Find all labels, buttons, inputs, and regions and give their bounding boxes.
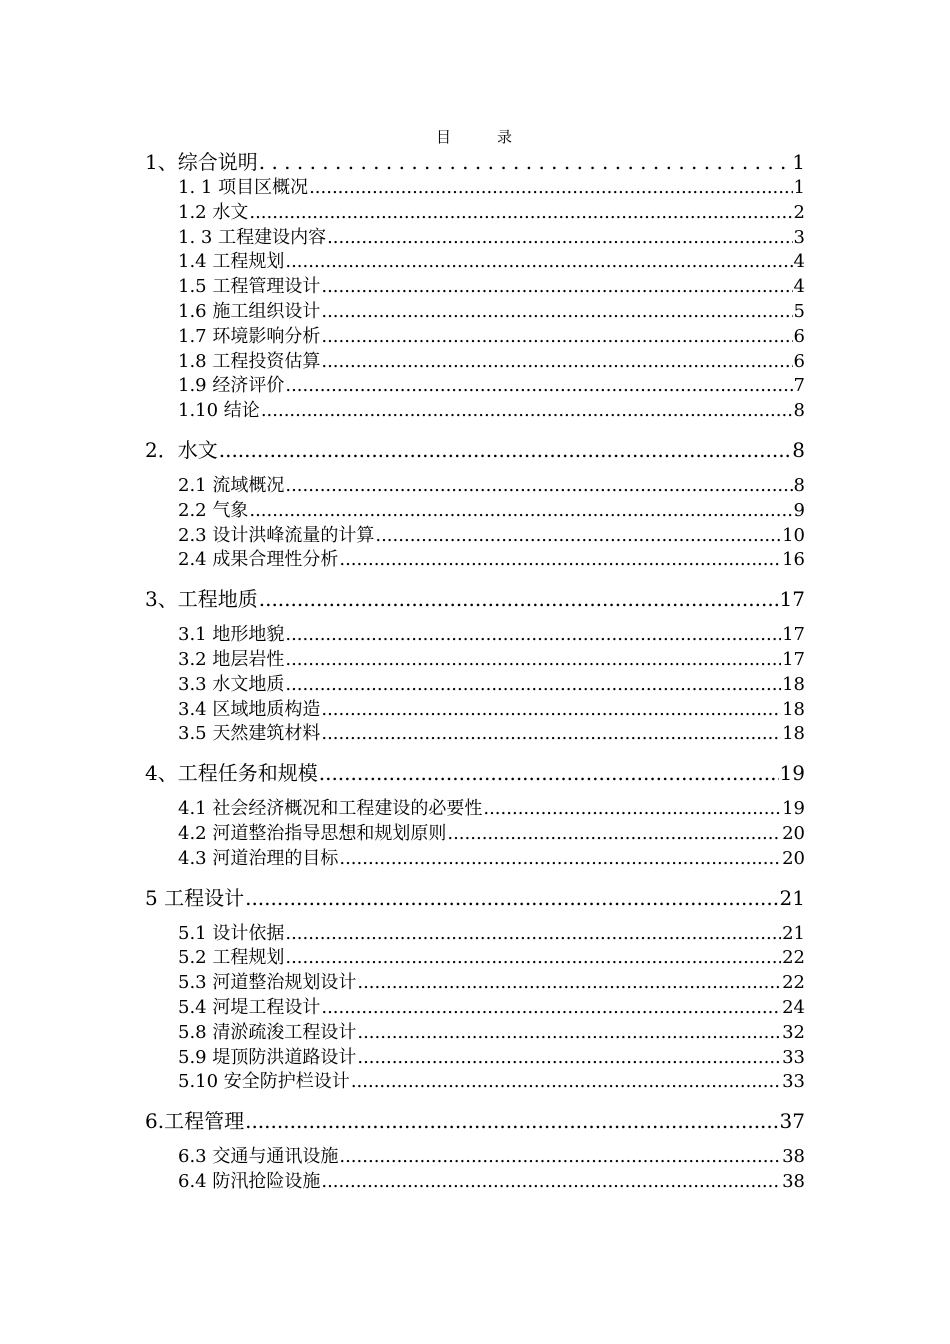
toc-page-number: 32 <box>782 1021 805 1043</box>
toc-entry-label: 1.2 水文 <box>178 201 249 223</box>
toc-entry-label: 1.7 环境影响分析 <box>178 325 321 347</box>
toc-dot-leader <box>321 275 792 300</box>
toc-page-number: 22 <box>782 972 805 994</box>
toc-dot-leader <box>285 673 781 698</box>
toc-entry-label: 4.3 河道治理的目标 <box>178 847 339 869</box>
toc-page-number: 20 <box>782 847 805 869</box>
toc-section-entry[interactable] <box>145 1170 805 1195</box>
toc-page-number: 10 <box>782 524 805 546</box>
toc-dot-leader <box>285 374 792 399</box>
toc-page-number: 22 <box>782 947 805 969</box>
toc-section-entry[interactable] <box>145 722 805 747</box>
toc-page-number: 9 <box>793 499 805 521</box>
toc-entry-label: 1.5 工程管理设计 <box>178 276 321 298</box>
toc-page-number: 6 <box>793 350 805 372</box>
toc-entry-label: 2.4 成果合理性分析 <box>178 549 339 571</box>
toc-entry-label: 6.4 防汛抢险设施 <box>178 1170 321 1192</box>
toc-page-number: 8 <box>792 437 805 462</box>
toc-page-number: 18 <box>782 723 805 745</box>
toc-entry-label: 4.1 社会经济概况和工程建设的必要性 <box>178 798 483 820</box>
toc-dot-leader <box>309 176 792 201</box>
toc-page-number: 38 <box>782 1146 805 1168</box>
toc-dot-leader <box>321 350 792 375</box>
toc-section-entry[interactable] <box>145 698 805 723</box>
toc-dot-leader <box>285 623 781 648</box>
toc-section-entry[interactable] <box>145 996 805 1021</box>
toc-entry-label: 1.6 施工组织设计 <box>178 300 321 322</box>
section-gap <box>145 787 805 797</box>
toc-page-number: 1 <box>793 177 805 198</box>
toc-dot-leader <box>321 698 781 723</box>
toc-dot-leader <box>259 148 792 176</box>
toc-title <box>0 126 950 147</box>
toc-section-entry[interactable] <box>145 822 805 847</box>
toc-section-entry[interactable] <box>145 1070 805 1095</box>
toc-page-number: 17 <box>779 587 805 612</box>
section-gap <box>145 573 805 585</box>
toc-dot-leader <box>319 759 779 787</box>
toc-chapter-entry[interactable] <box>145 436 805 464</box>
toc-dot-leader <box>285 648 781 673</box>
toc-dot-leader <box>285 922 781 947</box>
toc-page-number: 17 <box>782 624 805 646</box>
toc-dot-leader <box>351 1070 781 1095</box>
toc-page-number: 5 <box>793 300 805 322</box>
toc-entry-label: 1.8 工程投资估算 <box>178 350 321 372</box>
toc-page-number: 7 <box>793 375 805 397</box>
toc-section-entry[interactable] <box>145 250 805 275</box>
toc-dot-leader <box>447 822 781 847</box>
section-gap <box>145 912 805 922</box>
table-of-contents <box>145 148 805 1195</box>
toc-section-entry[interactable] <box>145 648 805 673</box>
toc-entry-label: 3.5 天然建筑材料 <box>178 723 321 745</box>
toc-page-number: 33 <box>782 1071 805 1093</box>
toc-entry-label: 4、工程任务和规模 <box>145 761 318 786</box>
toc-dot-leader <box>357 1046 781 1071</box>
toc-entry-label: 1. 3 工程建设内容 <box>178 226 327 248</box>
toc-entry-label: 2．水文 <box>145 437 218 462</box>
toc-page-number: 17 <box>782 648 805 670</box>
toc-section-entry[interactable] <box>145 524 805 549</box>
toc-entry-label: 3、工程地质 <box>145 587 258 612</box>
toc-chapter-entry[interactable] <box>145 1107 805 1135</box>
toc-dot-leader <box>375 524 781 549</box>
toc-page-number: 1 <box>792 150 805 174</box>
toc-page-number: 37 <box>779 1109 805 1134</box>
toc-section-entry[interactable] <box>145 971 805 996</box>
toc-section-entry[interactable] <box>145 1046 805 1071</box>
toc-dot-leader <box>219 436 792 464</box>
toc-dot-leader <box>357 971 781 996</box>
toc-dot-leader <box>321 300 792 325</box>
toc-dot-leader <box>285 946 781 971</box>
toc-dot-leader <box>321 325 792 350</box>
toc-section-entry[interactable] <box>145 474 805 499</box>
toc-dot-leader <box>357 1021 781 1046</box>
toc-section-entry[interactable] <box>145 1021 805 1046</box>
toc-page-number: 21 <box>782 922 805 944</box>
toc-page-number: 19 <box>782 798 805 820</box>
toc-entry-label: 1、综合说明 <box>145 150 258 174</box>
toc-entry-label: 5.2 工程规划 <box>178 947 285 969</box>
toc-section-entry[interactable] <box>145 1145 805 1170</box>
toc-dot-leader <box>321 996 781 1021</box>
toc-page-number: 18 <box>782 673 805 695</box>
toc-entry-label: 1.10 结论 <box>178 400 260 422</box>
toc-section-entry[interactable] <box>145 300 805 325</box>
toc-dot-leader <box>321 722 781 747</box>
toc-page-number: 8 <box>793 400 805 422</box>
toc-section-entry[interactable] <box>145 623 805 648</box>
section-gap <box>145 1095 805 1107</box>
section-gap <box>145 747 805 759</box>
toc-section-entry[interactable] <box>145 922 805 947</box>
toc-page-number: 33 <box>782 1046 805 1068</box>
toc-entry-label: 5.9 堤顶防洪道路设计 <box>178 1046 357 1068</box>
toc-dot-leader <box>245 884 778 912</box>
section-gap <box>145 872 805 884</box>
toc-dot-leader <box>327 226 792 251</box>
toc-dot-leader <box>285 250 792 275</box>
toc-entry-label: 4.2 河道整治指导思想和规划原则 <box>178 822 447 844</box>
toc-entry-label: 2.2 气象 <box>178 499 249 521</box>
toc-dot-leader <box>245 1107 778 1135</box>
toc-dot-leader <box>249 201 792 226</box>
toc-dot-leader <box>285 474 792 499</box>
toc-entry-label: 2.3 设计洪峰流量的计算 <box>178 524 375 546</box>
toc-section-entry[interactable] <box>145 797 805 822</box>
toc-section-entry[interactable] <box>145 399 805 424</box>
toc-chapter-entry[interactable] <box>145 884 805 912</box>
toc-title-char: 目 <box>435 128 453 146</box>
section-gap <box>145 464 805 474</box>
toc-section-entry[interactable] <box>145 275 805 300</box>
toc-dot-leader <box>339 1145 781 1170</box>
toc-page-number: 24 <box>782 996 805 1018</box>
toc-entry-label: 6.工程管理 <box>145 1109 245 1134</box>
toc-page-number: 4 <box>793 276 805 298</box>
toc-entry-label: 5.1 设计依据 <box>178 922 285 944</box>
toc-section-entry[interactable] <box>145 673 805 698</box>
toc-section-entry[interactable] <box>145 374 805 399</box>
toc-entry-label: 3.1 地形地貌 <box>178 624 285 646</box>
toc-entry-label: 5.4 河堤工程设计 <box>178 996 321 1018</box>
toc-dot-leader <box>483 797 781 822</box>
toc-page-number: 19 <box>779 761 805 786</box>
section-gap <box>145 424 805 436</box>
toc-dot-leader <box>261 399 793 424</box>
toc-entry-label: 3.3 水文地质 <box>178 673 285 695</box>
toc-dot-leader <box>339 548 781 573</box>
toc-entry-label: 5.8 清淤疏浚工程设计 <box>178 1021 357 1043</box>
toc-entry-label: 1.9 经济评价 <box>178 375 285 397</box>
toc-entry-label: 5.3 河道整治规划设计 <box>178 972 357 994</box>
toc-dot-leader <box>249 499 792 524</box>
toc-page-number: 2 <box>793 201 805 223</box>
toc-section-entry[interactable] <box>145 350 805 375</box>
toc-page-number: 8 <box>793 474 805 496</box>
toc-page-number: 16 <box>782 549 805 571</box>
toc-section-entry[interactable] <box>145 176 805 201</box>
toc-dot-leader <box>259 585 779 613</box>
toc-page-number: 20 <box>782 822 805 844</box>
toc-chapter-entry[interactable] <box>145 148 805 176</box>
toc-page-number: 21 <box>779 885 805 910</box>
toc-section-entry[interactable] <box>145 201 805 226</box>
toc-entry-label: 5 工程设计 <box>145 885 245 910</box>
toc-section-entry[interactable] <box>145 548 805 573</box>
section-gap <box>145 613 805 623</box>
toc-page-number: 4 <box>793 251 805 273</box>
toc-entry-label: 1.4 工程规划 <box>178 251 285 273</box>
toc-section-entry[interactable] <box>145 499 805 524</box>
toc-page-number: 38 <box>782 1170 805 1192</box>
toc-entry-label: 6.3 交通与通讯设施 <box>178 1146 339 1168</box>
toc-dot-leader <box>321 1170 781 1195</box>
toc-section-entry[interactable] <box>145 226 805 251</box>
toc-page-number: 18 <box>782 698 805 720</box>
toc-dot-leader <box>339 847 781 872</box>
toc-section-entry[interactable] <box>145 847 805 872</box>
toc-section-entry[interactable] <box>145 325 805 350</box>
toc-entry-label: 3.2 地层岩性 <box>178 648 285 670</box>
toc-entry-label: 2.1 流域概况 <box>178 474 285 496</box>
toc-entry-label: 3.4 区域地质构造 <box>178 698 321 720</box>
toc-entry-label: 1. 1 项目区概况 <box>178 177 309 198</box>
toc-page-number: 6 <box>793 325 805 347</box>
toc-entry-label: 5.10 安全防护栏设计 <box>178 1071 350 1093</box>
section-gap <box>145 1135 805 1145</box>
toc-chapter-entry[interactable] <box>145 585 805 613</box>
toc-chapter-entry[interactable] <box>145 759 805 787</box>
toc-page-number: 3 <box>793 226 805 248</box>
toc-title-char: 录 <box>497 128 515 146</box>
toc-section-entry[interactable] <box>145 946 805 971</box>
